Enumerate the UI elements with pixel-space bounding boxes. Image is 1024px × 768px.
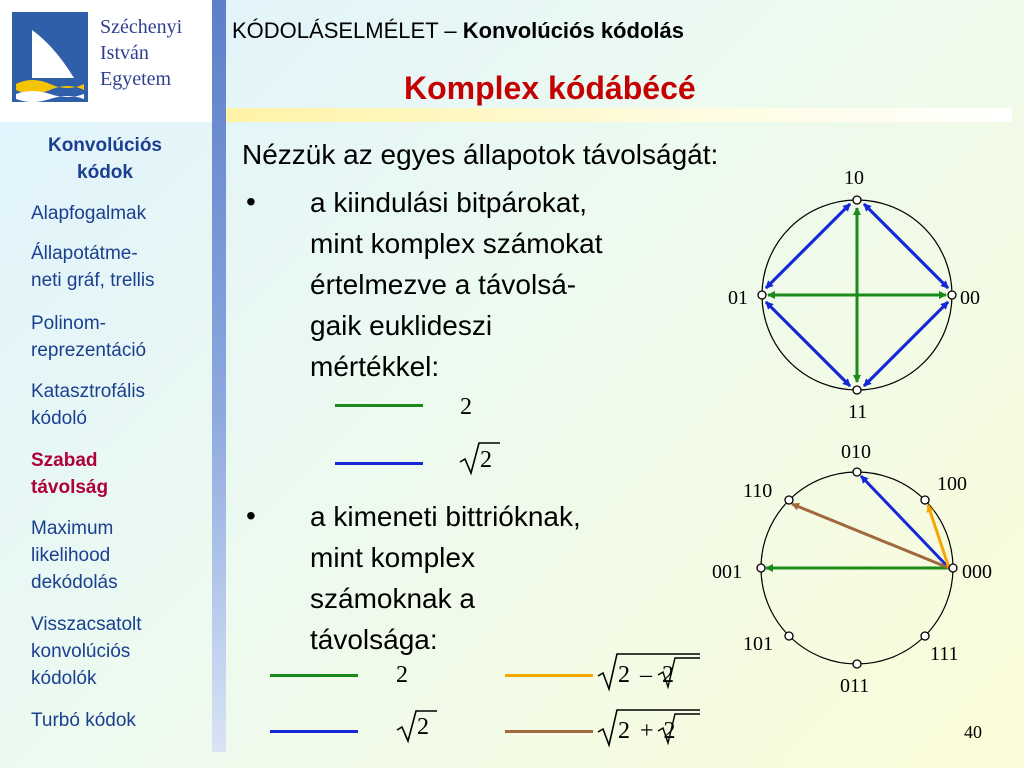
legend-blue-value-2: 2 <box>417 714 429 740</box>
label-001: 001 <box>712 561 742 583</box>
sidebar-item-basics[interactable]: Alapfogalmak <box>31 203 147 224</box>
constellation-diagram-3bit <box>700 432 1020 702</box>
sidebar-item-polynomial-2[interactable]: reprezentáció <box>31 340 147 361</box>
point-100 <box>921 496 929 504</box>
sidebar-item-catastrophic-2[interactable]: kódoló <box>31 408 87 429</box>
logo-line-2: István <box>100 42 149 64</box>
sidebar-item-recursive-1[interactable]: Visszacsatolt <box>31 614 142 635</box>
point-11 <box>853 386 861 394</box>
bullet-2-line-3: számoknak a <box>310 583 475 614</box>
point-000 <box>949 564 957 572</box>
bullet-1-line-4: gaik euklideszi <box>310 310 493 341</box>
course-subtitle <box>232 18 684 44</box>
page-number: 40 <box>964 722 982 742</box>
point-111 <box>921 632 929 640</box>
course-name: KÓDOLÁSELMÉLET – <box>232 18 463 43</box>
bridge-logo-icon <box>12 12 88 102</box>
arrow-000-to-110 <box>792 504 949 568</box>
sidebar-item-polynomial-1[interactable]: Polinom- <box>31 313 106 334</box>
label-111: 111 <box>930 643 959 665</box>
sidebar-item-ml-decoding-1[interactable]: Maximum <box>31 518 114 539</box>
label-11: 11 <box>848 401 868 423</box>
title-underline-band <box>226 108 1012 122</box>
legend-blue-value-1: 2 <box>480 447 492 473</box>
bullet-1: • <box>246 186 256 217</box>
point-01 <box>758 291 766 299</box>
label-01: 01 <box>728 287 748 309</box>
sidebar-item-ml-decoding-3[interactable]: dekódolás <box>31 572 118 593</box>
bullet-2-line-2: mint komplex <box>310 542 475 573</box>
label-100: 100 <box>937 473 967 495</box>
page-title: Komplex kódábécé <box>404 70 696 106</box>
vertical-band <box>212 0 226 752</box>
point-011 <box>853 660 861 668</box>
label-011: 011 <box>840 675 870 697</box>
arrow-000-to-010 <box>861 476 949 568</box>
point-10 <box>853 196 861 204</box>
label-010: 010 <box>841 441 871 463</box>
point-101 <box>785 632 793 640</box>
sidebar-item-state-graph-1[interactable]: Állapotátme- <box>31 243 138 264</box>
bullet-1-line-3: értelmezve a távolsá- <box>310 269 577 300</box>
legend-green-value-2: 2 <box>396 662 408 688</box>
point-00 <box>948 291 956 299</box>
bullet-2: • <box>246 500 256 531</box>
sidebar-item-free-distance-1[interactable]: Szabad <box>31 450 98 471</box>
bullet-1-line-2: mint komplex számokat <box>310 228 603 259</box>
legend-brown-line <box>505 730 593 733</box>
legend-brown-value: 2 + 2 <box>618 718 676 744</box>
green-distance-arrows <box>768 208 946 382</box>
legend-blue-line-2 <box>270 730 358 733</box>
sidebar-item-turbo-codes[interactable]: Turbó kódok <box>31 710 136 731</box>
legend-blue-line-1 <box>335 462 423 465</box>
bullet-2-line-4: távolsága: <box>310 624 438 655</box>
constellation-diagram-2bit <box>720 160 1010 430</box>
logo-line-1: Széchenyi <box>100 16 183 38</box>
university-logo <box>0 0 212 122</box>
logo-line-3: Egyetem <box>100 68 172 90</box>
point-110 <box>785 496 793 504</box>
sidebar-item-recursive-2[interactable]: konvolúciós <box>31 641 131 662</box>
sidebar-item-recursive-3[interactable]: kódolók <box>31 668 97 689</box>
legend-green-value-1: 2 <box>460 394 472 420</box>
label-110: 110 <box>743 480 773 502</box>
sidebar-item-ml-decoding-2[interactable]: likelihood <box>31 545 111 566</box>
bullet-1-line-5: mértékkel: <box>310 351 440 382</box>
sidebar-item-state-graph-2[interactable]: neti gráf, trellis <box>31 270 155 291</box>
label-10: 10 <box>844 167 864 189</box>
point-001 <box>757 564 765 572</box>
label-000: 000 <box>962 561 992 583</box>
legend-green-line-1 <box>335 404 423 407</box>
legend-green-line-2 <box>270 674 358 677</box>
point-010 <box>853 468 861 476</box>
bullet-1-line-1: a kiindulási bitpárokat, <box>310 187 588 218</box>
topic-name: Konvolúciós kódolás <box>462 18 684 43</box>
label-00: 00 <box>960 287 980 309</box>
sidebar-item-catastrophic-1[interactable]: Katasztrofális <box>31 381 146 402</box>
intro-text: Nézzük az egyes állapotok távolságát: <box>242 139 719 170</box>
legend-orange-line <box>505 674 593 677</box>
sidebar-item-convolutional-codes[interactable]: Konvolúciós kódok <box>47 135 162 183</box>
bullet-2-line-1: a kimeneti bittrióknak, <box>310 501 581 532</box>
sidebar-item-free-distance-2[interactable]: távolság <box>31 477 109 498</box>
label-101: 101 <box>743 633 773 655</box>
legend-orange-value: 2 – 2 <box>618 662 674 688</box>
